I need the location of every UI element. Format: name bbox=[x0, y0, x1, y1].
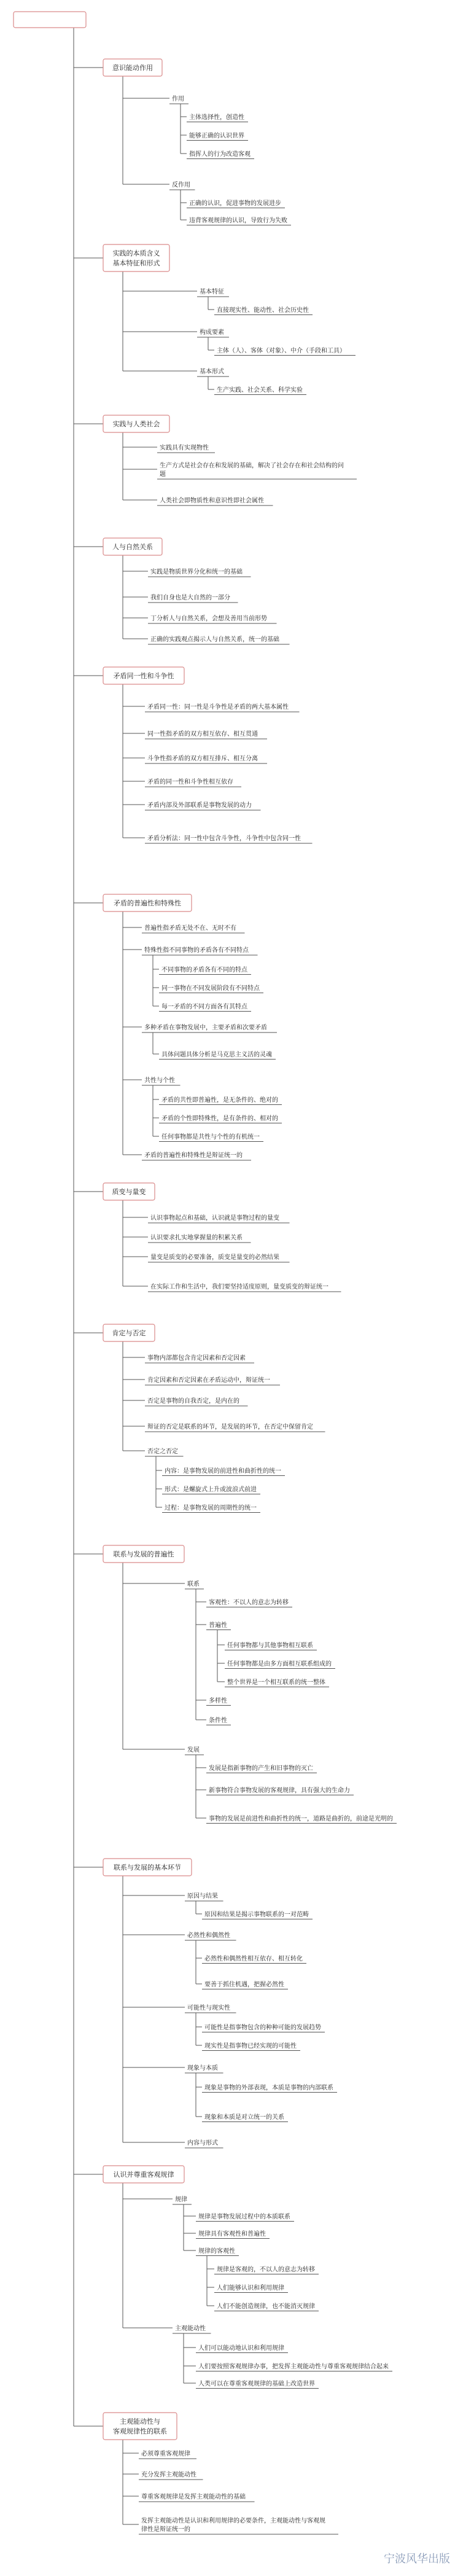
topic-label: 充分发挥主观能动性 bbox=[141, 2472, 196, 2478]
topic-label: 尊重客观规律是发挥主观能动性的基础 bbox=[141, 2494, 246, 2500]
topic-label: 矛盾内部及外部联系是事物发展的动力 bbox=[147, 802, 252, 809]
topic-label: 律性是辩证统一的 bbox=[141, 2526, 190, 2533]
subtopic-label: 形式：是螺旋式上升或波浪式前进 bbox=[165, 1486, 257, 1493]
topic-label: 矛盾的普遍性和特殊性是辩证统一的 bbox=[144, 1152, 243, 1159]
section-title: 实践的本质含义 bbox=[112, 249, 160, 257]
subtopic-label: 条件性 bbox=[209, 1717, 227, 1724]
subtopic-label: 指挥人的行为改造客观 bbox=[189, 151, 251, 158]
topic-label: 事物内部都包含肯定因素和否定因素 bbox=[147, 1355, 246, 1362]
subtopic-label: 生产实践、社会关系、科学实验 bbox=[217, 387, 303, 394]
topic-label: 实践是物质世界分化和统一的基础 bbox=[150, 569, 243, 576]
subtopic-label: 人们能够认识和利用规律 bbox=[217, 2285, 284, 2292]
subtopic-label: 原因和结果是揭示事物联系的一对范畴 bbox=[204, 1911, 309, 1918]
topic-label: 认识要求扎实地掌握量的积累关系 bbox=[150, 1235, 243, 1241]
section-title: 肯定与否定 bbox=[112, 1329, 146, 1337]
topic-label: 我们自身也是大自然的一部分 bbox=[150, 595, 230, 601]
topic-label: 肯定因素和否定因素在矛盾运动中，辩证统一 bbox=[147, 1377, 270, 1384]
subtopic-label: 人类可以在尊重客观规律的基础上改造世界 bbox=[198, 2381, 315, 2387]
topic-label: 辩证的否定是联系的环节，是发展的环节，在否定中保留肯定 bbox=[147, 1424, 313, 1430]
topic-label: 必然性和偶然性 bbox=[187, 1932, 230, 1939]
topic-label: 丁分析人与自然关系，会想及善用当前形势 bbox=[150, 615, 267, 622]
topic-label: 同一性指矛盾的双方相互依存、相互贯通 bbox=[147, 731, 258, 738]
section-title: 主观能动性与 bbox=[120, 2418, 160, 2426]
subtopic-label: 主体（人）、客体（对象）、中介（手段和工具） bbox=[217, 348, 346, 354]
topic-label: 原因与结果 bbox=[187, 1893, 218, 1900]
topic-label: 认识事物起点和基础，认识就是事物过程的量变 bbox=[150, 1215, 279, 1222]
subtopic-label: 主体选择性，创造性 bbox=[189, 114, 244, 121]
topic-label: 联系 bbox=[187, 1581, 200, 1588]
subtopic-label: 矛盾的共性即普遍性，是无条件的、绝对的 bbox=[161, 1097, 278, 1104]
subtopic-label: 能够正确的认识世界 bbox=[189, 133, 244, 139]
subtopic-label: 矛盾的个性即特殊性，是有条件的、相对的 bbox=[161, 1115, 278, 1122]
topic-label: 必须尊重客观规律 bbox=[141, 2451, 190, 2457]
topic-label: 否定之否定 bbox=[147, 1448, 178, 1455]
topic-label: 基本特征 bbox=[200, 289, 224, 295]
subtopic-label: 可能性是指事物包含的种种可能的发展趋势 bbox=[204, 2024, 321, 2031]
topic-label: 基本形式 bbox=[200, 369, 224, 375]
subtopic-label: 现实性是指事物已经实现的可能性 bbox=[204, 2043, 297, 2050]
topic-label: 普遍性指矛盾无处不在、无时不有 bbox=[144, 925, 236, 932]
subtopic-label: 现象和本质是对立统一的关系 bbox=[204, 2114, 284, 2121]
subtopic-label: 现象是事物的外部表现，本质是事物的内部联系 bbox=[204, 2085, 333, 2091]
section-title: 基本特征和形式 bbox=[112, 259, 160, 267]
subtopic-label: 内容：是事物发展的前进性和曲折性的统一 bbox=[165, 1468, 281, 1475]
topic-label: 发展 bbox=[187, 1747, 200, 1754]
subtopic-label: 同一事物在不同发展阶段有不同特点 bbox=[161, 985, 260, 992]
topic-label: 内容与形式 bbox=[187, 2140, 218, 2147]
topic-label: 人类社会即物质性和意识性即社会属性 bbox=[160, 498, 264, 504]
subtopic-label: 直接现实性、能动性、社会历史性 bbox=[217, 307, 309, 314]
subtopic-label: 要善于抓住机遇，把握必然性 bbox=[204, 1981, 284, 1988]
topic-label: 矛盾分析法：同一性中包含斗争性，斗争性中包含同一性 bbox=[147, 835, 301, 842]
subtopic-label: 事物的发展是前进性和曲折性的统一，道路是曲折的，前途是光明的 bbox=[209, 1816, 393, 1822]
section-title: 联系与发展的普遍性 bbox=[113, 1550, 174, 1558]
topic-label: 主观能动性 bbox=[175, 2325, 206, 2332]
subtopic-label: 具体问题具体分析是马克思主义活的灵魂 bbox=[161, 1052, 272, 1058]
root-topic-label: 唯物论和辩证法 bbox=[20, 16, 76, 25]
section-title: 客观规律性的联系 bbox=[113, 2427, 167, 2435]
section-title: 意识能动作用 bbox=[112, 64, 153, 72]
topic-label: 可能性与现实性 bbox=[187, 2005, 230, 2012]
topic-label: 实践具有实现物性 bbox=[160, 445, 209, 451]
subtopic-label: 规律的客观性 bbox=[198, 2248, 235, 2255]
topic-label: 共性与个性 bbox=[144, 1077, 175, 1084]
topic-label: 作用 bbox=[172, 96, 184, 103]
subtopic-label: 客观性：不以人的意志为转移 bbox=[209, 1599, 289, 1606]
subtopic-label: 规律是事物发展过程中的本质联系 bbox=[198, 2214, 290, 2220]
topic-label: 生产方式是社会存在和发展的基础，解决了社会存在和社会结构的问 bbox=[160, 463, 344, 469]
subtopic-label: 新事物符合事物发展的客观规律，具有强大的生命力 bbox=[209, 1787, 350, 1794]
subtopic-label: 普遍性 bbox=[209, 1622, 227, 1629]
subtopic-label: 人们可以能动地认识和利用规律 bbox=[198, 2345, 284, 2352]
topic-label: 现象与本质 bbox=[187, 2065, 218, 2072]
topic-label: 矛盾同一性：同一性是斗争性是矛盾的两大基本属性 bbox=[147, 704, 289, 711]
section-title: 人与自然关系 bbox=[112, 543, 153, 551]
topic-label: 量变是质变的必要准备，质变是量变的必然结果 bbox=[150, 1254, 279, 1261]
subtopic-label: 规律是客观的，不以人的意志为转移 bbox=[217, 2266, 315, 2273]
subtopic-label: 任何事物都与其他事物相互联系 bbox=[227, 1642, 313, 1649]
topic-label: 正确的实践观点揭示人与自然关系，统一的基础 bbox=[150, 636, 279, 643]
subtopic-label: 多样性 bbox=[209, 1698, 227, 1704]
subtopic-label: 每一矛盾的不同方面各有其特点 bbox=[161, 1004, 247, 1010]
subtopic-label: 人们要按照客观规律办事，把发挥主观能动性与尊重客观规律结合起来 bbox=[198, 2363, 389, 2370]
subtopic-label: 不同事物的矛盾各有不同的特点 bbox=[161, 967, 247, 974]
topic-label: 多种矛盾在事物发展中，主要矛盾和次要矛盾 bbox=[144, 1025, 267, 1031]
topic-label: 在实际工作和生活中，我们要坚持适度原则，量变质变的辩证统一 bbox=[150, 1284, 328, 1290]
section-box[interactable] bbox=[103, 2413, 177, 2440]
connector-lines bbox=[74, 28, 397, 2534]
section-title: 认识并尊重客观规律 bbox=[113, 2171, 174, 2179]
subtopic-label: 过程：是事物发展的周期性的统一 bbox=[165, 1505, 257, 1512]
subtopic-label: 人们不能创造规律，也不能消灭规律 bbox=[217, 2303, 315, 2310]
topic-label: 构成要素 bbox=[200, 329, 224, 336]
topic-boxes bbox=[14, 12, 192, 2440]
topic-label: 斗争性指矛盾的双方相互排斥、相互分离 bbox=[147, 755, 258, 762]
section-title: 矛盾的普遍性和特殊性 bbox=[114, 899, 181, 907]
watermark: 宁波风华出版 bbox=[384, 2553, 450, 2566]
section-title: 实践与人类社会 bbox=[112, 420, 160, 428]
topic-label: 反作用 bbox=[172, 182, 190, 189]
subtopic-label: 整个世界是一个相互联系的统一整体 bbox=[227, 1679, 325, 1686]
subtopic-label: 违背客观规律的认识，导致行为失败 bbox=[189, 217, 287, 224]
section-title: 质变与量变 bbox=[112, 1188, 146, 1196]
topic-label: 否定是事物的自我否定，是内在的 bbox=[147, 1398, 239, 1405]
topic-label: 题 bbox=[160, 471, 166, 478]
topic-label: 矛盾的同一性和斗争性相互依存 bbox=[147, 779, 233, 786]
subtopic-label: 规律具有客观性和普遍性 bbox=[198, 2231, 266, 2238]
topic-label: 特殊性指不同事物的矛盾各有不同特点 bbox=[144, 947, 249, 954]
subtopic-label: 任何事物都是由多方面相互联系组成的 bbox=[227, 1661, 332, 1668]
topic-label: 发挥主观能动性是认识和利用规律的必要条件，主观能动性与客观规 bbox=[141, 2518, 325, 2524]
subtopic-label: 任何事物都是共性与个性的有机统一 bbox=[161, 1134, 260, 1141]
subtopic-label: 发展是指新事物的产生和旧事物的灭亡 bbox=[209, 1765, 313, 1772]
subtopic-label: 必然性和偶然性相互依存、相互转化 bbox=[204, 1956, 303, 1962]
section-title: 矛盾同一性和斗争性 bbox=[113, 672, 174, 680]
section-title: 联系与发展的基本环节 bbox=[114, 1864, 181, 1872]
topic-labels bbox=[20, 15, 393, 2533]
topic-label: 规律 bbox=[175, 2196, 187, 2203]
section-box[interactable] bbox=[103, 244, 169, 271]
subtopic-label: 正确的认识，促进事物的发展进步 bbox=[189, 200, 281, 207]
